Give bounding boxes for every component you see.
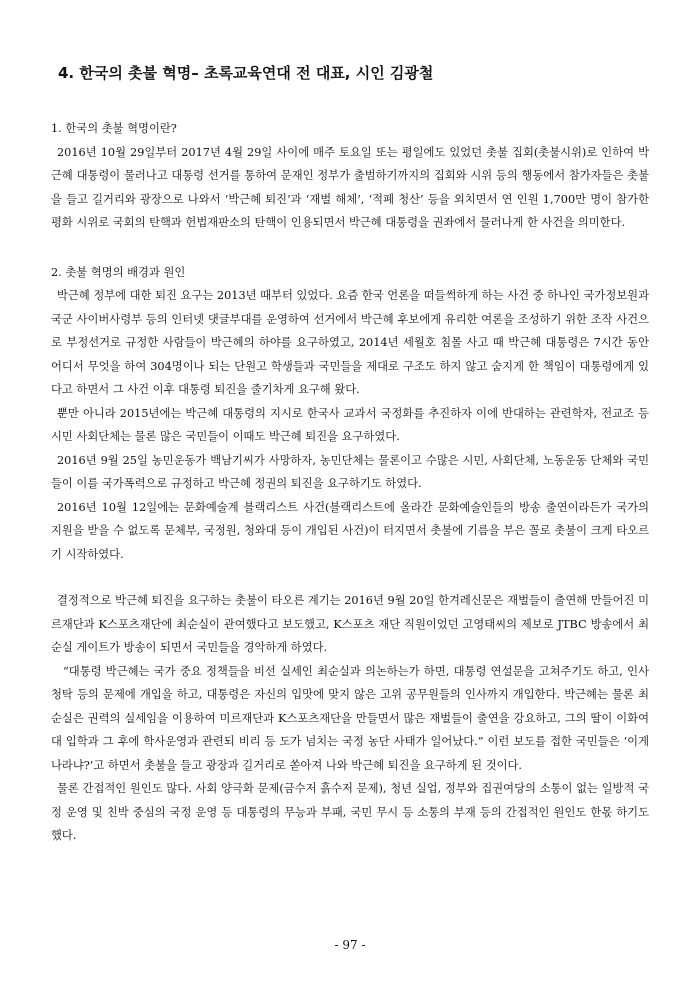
section-heading-2: 2. 촛불 혁명의 배경과 원인: [51, 265, 186, 279]
paragraph-blacklist: 2016년 10월 12일에는 문화예술계 블랙리스트 사건(블랙리스트에 올라간 문화예술인들의 방송 출연이라든가 국가의 지원을 받을 수 없도록 문체부, 국정원, 청와대 등이 개입된 사건)이 터지면서 촛불에 기름을 부은 꼴로 촛불이 크게 타오르기 시작하였다.: [51, 500, 649, 561]
paragraph-indirect-causes: 물론 간접적인 원인도 많다. 사회 양극화 문제(금수저 흙수저 문제), 청년 실업, 정부와 집권여당의 소통이 없는 일방적 국정 운영 및 친박 중심의 국정 운영 등 대통령의 무능과 부패, 국민 무시 등 소통의 부재 등의 간접적인 원인도 한몫 하기도 했다.: [51, 782, 649, 842]
paragraph-background-2013: 박근혜 정부에 대한 퇴진 요구는 2013년 때부터 있었다. 요즘 한국 언론을 떠들썩하게 하는 사건 중 하나인 국가정보원과 국군 사이버사령부 등의 인터넷 댓글부대를 운영하여 선거에서 박근혜 후보에게 유리한 여론을 조성하기 위한 조작 사건으로 부정선거로 규정한 사람들이 박근혜의 하야를 요구하였고, 2014년 세월호 침몰 사고 때 박근혜 대통령은 7시간 동안 어디서 무엇을 하여 304명이나 되는 단원고 학생들과 국민들을 제대로 구조도 하지 않고 숨지게 한 책임이 대통령에게 있다고 하면서 그 사건 이후 대통령 퇴진을 줄기차게 요구해 왔다.: [51, 289, 649, 396]
paragraph-spacer: [51, 235, 649, 261]
paragraph-definition: 2016년 10월 29일부터 2017년 4월 29일 사이에 매주 토요일 또는 평일에도 있었던 촛불 집회(촛불시위)로 인하여 박근혜 대통령이 물러나고 대통령 선거를 통하여 문재인 정부가 출범하기까지의 집회와 시위 등의 행동에서 참가자들은 촛불을 들고 길거리와 광장으로 나와서 ‘박근혜 퇴진’과 ‘재벌 해체’, ‘적폐 청산’ 등을 외치면서 연 인원 1,700만 명이 참가한 평화 시위로 국회의 탄핵과 헌법재판소의 탄핵이 인용되면서 박근혜 대통령을 권좌에서 물러나게 한 사건을 의미한다.: [51, 145, 649, 229]
paragraph-quote: “대통령 박근혜는 국가 중요 정책들을 비선 실세인 최순실과 의논하는가 하면, 대통령 연설문을 고쳐주기도 하고, 인사 청탁 등의 문제에 개입을 하고, 대통령은 자신의 입맛에 맞지 않은 고위 공무원들의 인사까지 개입한다. 박근혜는 물론 최순실은 권력의 실세임을 이용하여 미르재단과 K스포츠재단을 만들면서 많은 재벌들이 출연을 강요하고, 그의 딸이 이화여대 입학과 그 후에 학사운영과 관련되 비리 등 도가 넘치는 국정 농단 사태가 일어났다.” 이런 보도를 접한 국민들은 ‘이게 나라냐?’고 하면서 촛불을 들고 광장과 길거리로 쏟아져 나와 박근혜 퇴진을 요구하게 된 것이다.: [51, 664, 649, 772]
page-title: 4. 한국의 촛불 혁명– 초록교육연대 전 대표, 시인 김광철: [58, 64, 434, 82]
paragraph-textbook-2015: 뿐만 아니라 2015년에는 박근혜 대통령의 지시로 한국사 교과서 국정화를 추진하자 이에 반대하는 관련학자, 전교조 등 시민 사회단체는 물론 많은 국민들이 이때도 박근혜 퇴진을 요구하였다.: [51, 406, 649, 443]
paragraph-baek-namgi: 2016년 9월 25일 농민운동가 백남기씨가 사망하자, 농민단체는 물론이고 수많은 시민, 사회단체, 노동운동 단체와 국민들이 이를 국가폭력으로 규정하고 박근혜 정권의 퇴진을 요구하기도 하였다.: [51, 453, 649, 490]
paragraph-spacer: [51, 566, 649, 589]
paragraph-decisive-cause: 결정적으로 박근혜 퇴진을 요구하는 촛불이 타오른 계기는 2016년 9월 20일 한겨레신문은 재벌들이 출연해 만들어진 미르재단과 K스포츠재단에 최순실이 관여했다고 보도했고, K스포츠 재단 직원이었던 고영태씨의 제보로 JTBC 방송에서 최순실 게이트가 방송이 되면서 국민들을 경악하게 하였다.: [51, 594, 649, 654]
page-number: - 97 -: [334, 938, 366, 952]
section-heading-1: 1. 한국의 촛불 혁명이란?: [51, 122, 177, 135]
document-body: [51, 117, 649, 848]
